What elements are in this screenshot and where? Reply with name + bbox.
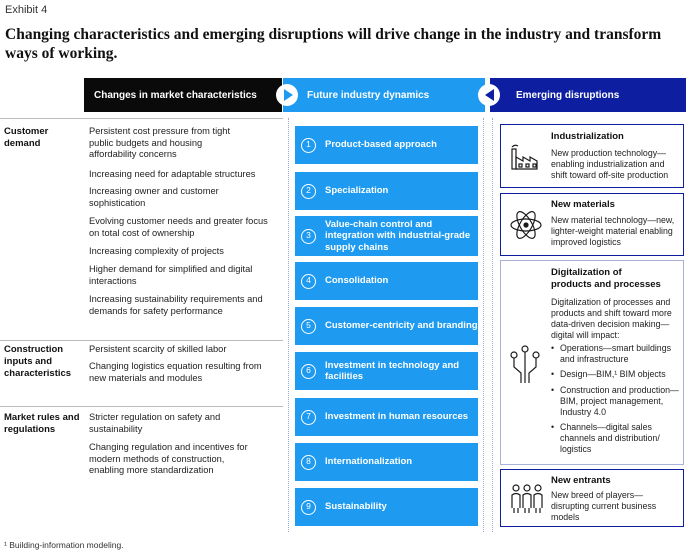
- atom-icon: [509, 208, 543, 242]
- arrow-left-icon: [485, 89, 494, 101]
- dynamic-item: [295, 398, 478, 436]
- dynamic-label: Customer-centricity and branding: [325, 320, 478, 332]
- dynamic-item: [295, 307, 478, 345]
- dynamic-label: Product-based approach: [325, 139, 437, 151]
- number-badge: 7: [301, 410, 316, 425]
- list-item: • Operations—smart buildings and infrastructure: [551, 343, 679, 365]
- page-title: Changing characteristics and emerging disruptions will drive change in the industry and transform ways of working.: [5, 26, 662, 62]
- people-icon: [509, 482, 545, 514]
- segment-label: Customer demand: [4, 126, 49, 149]
- disruption-description: New production technology—enabling industrialization and shift toward off-site production: [551, 148, 669, 180]
- exhibit-label: Exhibit 4: [5, 4, 48, 16]
- dynamic-label: Consolidation: [325, 275, 389, 287]
- dynamic-label: Investment in technology and facilities: [325, 359, 460, 382]
- list-item: Changing logistics equation resulting from new materials and modules: [89, 361, 262, 383]
- disruption-new-materials: [500, 193, 684, 256]
- segment-market-rules: [0, 406, 283, 532]
- list-item: Persistent scarcity of skilled labor: [89, 344, 227, 354]
- circuit-icon: [509, 345, 541, 385]
- disruption-description: Digitalization of processes and products and shift toward more data-driven decision making—digital will impact:: [551, 297, 672, 340]
- list-item: Stricter regulation on safety and sustainability: [89, 412, 221, 434]
- number-badge: 3: [301, 229, 316, 244]
- disruption-new-entrants: [500, 469, 684, 527]
- list-item: • Channels—digital sales channels and distribution/ logistics: [551, 422, 679, 455]
- disruption-title: Industrialization: [551, 131, 624, 142]
- disruption-title: New entrants: [551, 475, 611, 486]
- disruption-description: New material technology—new, lighter-weight material enabling improved logistics: [551, 215, 675, 247]
- footnote: ¹ Building-information modeling.: [4, 540, 124, 550]
- header-market-characteristics: Changes in market characteristics: [84, 78, 282, 112]
- list-item: Increasing owner and customer sophistication: [89, 186, 219, 208]
- disruption-title: New materials: [551, 199, 615, 210]
- dynamic-item: [295, 262, 478, 300]
- dynamic-item: [295, 443, 478, 481]
- factory-icon: [509, 143, 543, 171]
- number-badge: 9: [301, 500, 316, 515]
- segment-label: Market rules and regulations: [4, 412, 80, 435]
- disruption-digitalization: [500, 260, 684, 465]
- dynamic-label: Specialization: [325, 185, 389, 197]
- number-badge: 2: [301, 184, 316, 199]
- dynamic-item: [295, 352, 478, 390]
- list-item: Increasing complexity of projects: [89, 246, 224, 256]
- disruption-description: New breed of players—disrupting current business models: [551, 490, 657, 522]
- list-item: Increasing need for adaptable structures: [89, 169, 256, 179]
- list-item: Changing regulation and incentives for modern methods of construction, enabling more standardization: [89, 442, 248, 475]
- list-item: Evolving customer needs and greater focus on total cost of ownership: [89, 216, 268, 238]
- dynamic-item: [295, 172, 478, 210]
- segment-construction-inputs: [0, 340, 283, 406]
- segment-label: Construction inputs and characteristics: [4, 344, 72, 379]
- dynamic-item: [295, 126, 478, 164]
- number-badge: 1: [301, 138, 316, 153]
- dynamic-item: [295, 216, 478, 256]
- number-badge: 8: [301, 455, 316, 470]
- number-badge: 5: [301, 319, 316, 334]
- number-badge: 4: [301, 274, 316, 289]
- header-industry-dynamics: Future industry dynamics: [283, 78, 485, 112]
- dynamic-label: Value-chain control and integration with industrial-grade supply chains: [325, 218, 471, 253]
- list-item: • Design—BIM,¹ BIM objects: [551, 369, 679, 380]
- dynamic-label: Sustainability: [325, 501, 387, 513]
- dynamic-label: Internationalization: [325, 456, 413, 468]
- list-item: Increasing sustainability requirements and demands for safety performance: [89, 294, 263, 316]
- disruption-industrialization: [500, 124, 684, 188]
- segment-customer-demand: [0, 118, 283, 340]
- header-emerging-disruptions: Emerging disruptions: [490, 78, 686, 112]
- arrow-right-icon: [284, 89, 293, 101]
- list-item: Persistent cost pressure from tight public budgets and housing affordability concerns: [89, 126, 231, 159]
- list-item: • Construction and production—BIM, project management, Industry 4.0: [551, 385, 679, 418]
- list-item: Higher demand for simplified and digital interactions: [89, 264, 253, 286]
- disruption-title: Digitalization of products and processes: [551, 267, 661, 290]
- number-badge: 6: [301, 364, 316, 379]
- dynamic-item: [295, 488, 478, 526]
- dynamic-label: Investment in human resources: [325, 411, 469, 423]
